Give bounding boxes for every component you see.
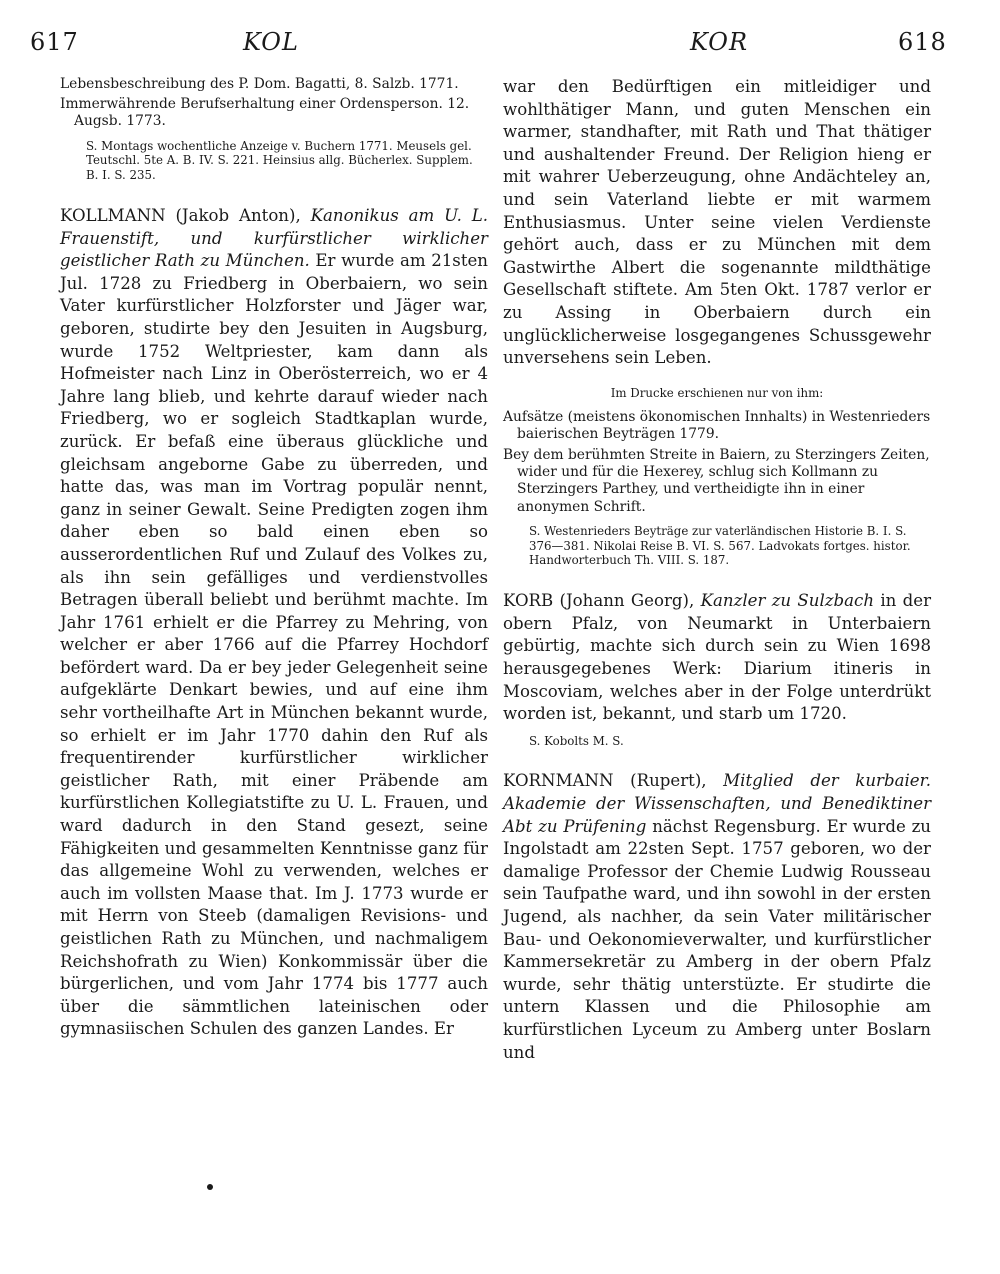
entry-body: in der obern Pfalz, von Neumarkt in Unterbaiern gebürtig, machte sich durch sein zu Wien 1698 herausgegebenes Werk: Diarium itineris in Moscoviam, welches aber in der Folge unterdrükt worden ist, bekannt, und starb um 1720. — [503, 591, 932, 724]
entry-kollmann-continued: war den Bedürftigen ein mitleidiger und wohlthätiger Mann, und guten Menschen ein warmer, standhafter, mit Rath und That thätiger und aushaltender Freund. Der Religion hieng er mit wahrer Ueberzeugung, ohne Andächteley an, und sein Vaterland liebte er mit warmem Enthusiasmus. Unter seine vielen Verdienste gehört auch, dass er zu München mit dem Gastwirthe Albert die sogenannte mildthätige Gesellschaft stiftete. Am 5ten Okt. 1787 verlor er zu Assing in Oberbaiern durch ein unglücklicherweise losgegangenes Schussgewehr unversehens sein Leben. — [503, 77, 931, 368]
entry-kornmann — [503, 770, 931, 1064]
work-entry: Immerwährende Berufserhaltung einer Ordensperson. 12. Augsb. 1773. — [60, 96, 470, 130]
entry-title: Kanonikus am U. L. Frauenstift, und kurfürstlicher wirklicher geistlicher Rath zu München. — [60, 206, 488, 271]
source-reference: S. Montags wochentliche Anzeige v. Buchern 1771. Meusels gel. Teutschl. 5te A. B. IV. S. 221. Heinsius allg. Bücherlex. Supplem. B. I. S. 235. — [86, 138, 473, 183]
entry-title: Kanzler zu Sulzbach — [700, 591, 875, 611]
entry-kollmann — [60, 205, 488, 1041]
work-entry: Lebensbeschreibung des P. Dom. Bagatti, 8. Salzb. 1771. — [60, 76, 459, 92]
work-entry: Aufsätze (meistens ökonomischen Innhalts) in Westenrieders baierischen Beyträgen 1779. — [503, 408, 931, 442]
entry-body: nächst Regensburg. Er wurde zu Ingolstadt am 22sten Sept. 1757 geboren, wo der damalige Professor der Chemie Ludwig Rousseau sein Taufpathe ward, und ihn sowohl in der ersten Jugend, als nachher, da sein Vater militärischer Bau- und Oekonomieverwalter, und kurfürstlicher Kammersekretär zu Amberg in der obern Pfalz wurde, sehr thätig unterstüzte. Er studirte die untern Klassen und die Philosophie am kurfürstlichen Lyceum zu Amberg unter Boslarn und — [503, 816, 931, 1062]
source-reference: S. Westenrieders Beyträge zur vaterländischen Historie B. I. S. 376—381. Nikolai Reise B. VI. S. 567. Ladvokats fortges. histor. Handworterbuch Th. VIII. S. 187. — [529, 523, 911, 568]
entry-name: KOLLMANN (Jakob Anton), — [60, 206, 301, 225]
ink-dot — [207, 1184, 213, 1190]
source-reference: S. Kobolts M. S. — [529, 733, 624, 748]
left-column — [60, 76, 488, 1041]
print-heading: Im Drucke erschienen nur von ihm: — [610, 385, 824, 400]
entry-name: KORNMANN (Rupert), — [503, 771, 707, 791]
work-entry: Bey dem berühmten Streite in Baiern, zu Sterzingers Zeiten, wider und für die Hexerey, schlug sich Kollmann zu Sterzingers Parthey, und vertheidigte ihn in einer anonymen Schrift. — [503, 446, 930, 515]
entry-korb — [503, 590, 931, 726]
entry-name: KORB (Johann Georg), — [503, 591, 695, 611]
left-page-number: 617 — [30, 28, 79, 56]
right-page-number: 618 — [898, 28, 947, 56]
right-running-title: KOR — [690, 28, 749, 56]
right-column — [503, 76, 931, 1064]
entry-title: Mitglied der kurbaier. Akademie der Wissenschaften, und Benediktiner Abt zu Prüfening — [503, 771, 931, 836]
left-running-title: KOL — [243, 28, 299, 56]
entry-body: Er wurde am 21sten Jul. 1728 zu Friedberg in Oberbaiern, wo sein Vater kurfürstlicher Holzforster und Jäger war, geboren, studirte bey den Jesuiten in Augsburg, wurde 1752 Weltpriester, kam dann als Hofmeister nach Linz in Oberösterreich, wo er 4 Jahre lang blieb, und kehrte darauf wieder nach Friedberg, wo er sogleich Stadtkaplan wurde, zurück. Er befaß eine überaus glückliche und gleichsam angeborne Gabe zu überreden, und hatte das, was man im Vortrag populär nennt, ganz in seiner Gewalt. Seine Predigten zogen ihm daher eben so bald einen eben so ausserordentlichen Ruf und Zulauf des Volkes zu, als ihn sein gefälliges und verdienstvolles Betragen überall beliebt und berühmt machte. Im Jahr 1761 erhielt er die Pfarrey zu Mehring, von welcher er aber 1766 auf die Pfarrey Hochdorf befördert ward. Da er bey jeder Gelegenheit seine aufgeklärte Denkart bewies, und auf eine ihm sehr vortheilhafte Art in München bekannt wurde, so erhielt er im Jahr 1770 dahin den Ruf als frequentirender kurfürstlicher wirklicher geistlicher Rath, mit einer Präbende am kurfürstlichen Kollegiatstifte zu U. L. Frauen, und ward dadurch in den Stand gesezt, seine Fähigkeiten und gesammelten Kenntnisse ganz für das allgemeine Wohl zu verwenden, welches er auch im vollsten Maase that. Im J. 1773 wurde er mit Herrn von Steeb (damaligen Revisions- und geistlichen Rath zu München, und nachmaligem Reichshofrath zu Wien) Konkommissär über die bürgerlichen, und vom Jahr 1774 bis 1777 auch über die sämmtlichen lateinischen oder gymnasiischen Schulen des ganzen Landes. Er — [60, 251, 488, 1039]
